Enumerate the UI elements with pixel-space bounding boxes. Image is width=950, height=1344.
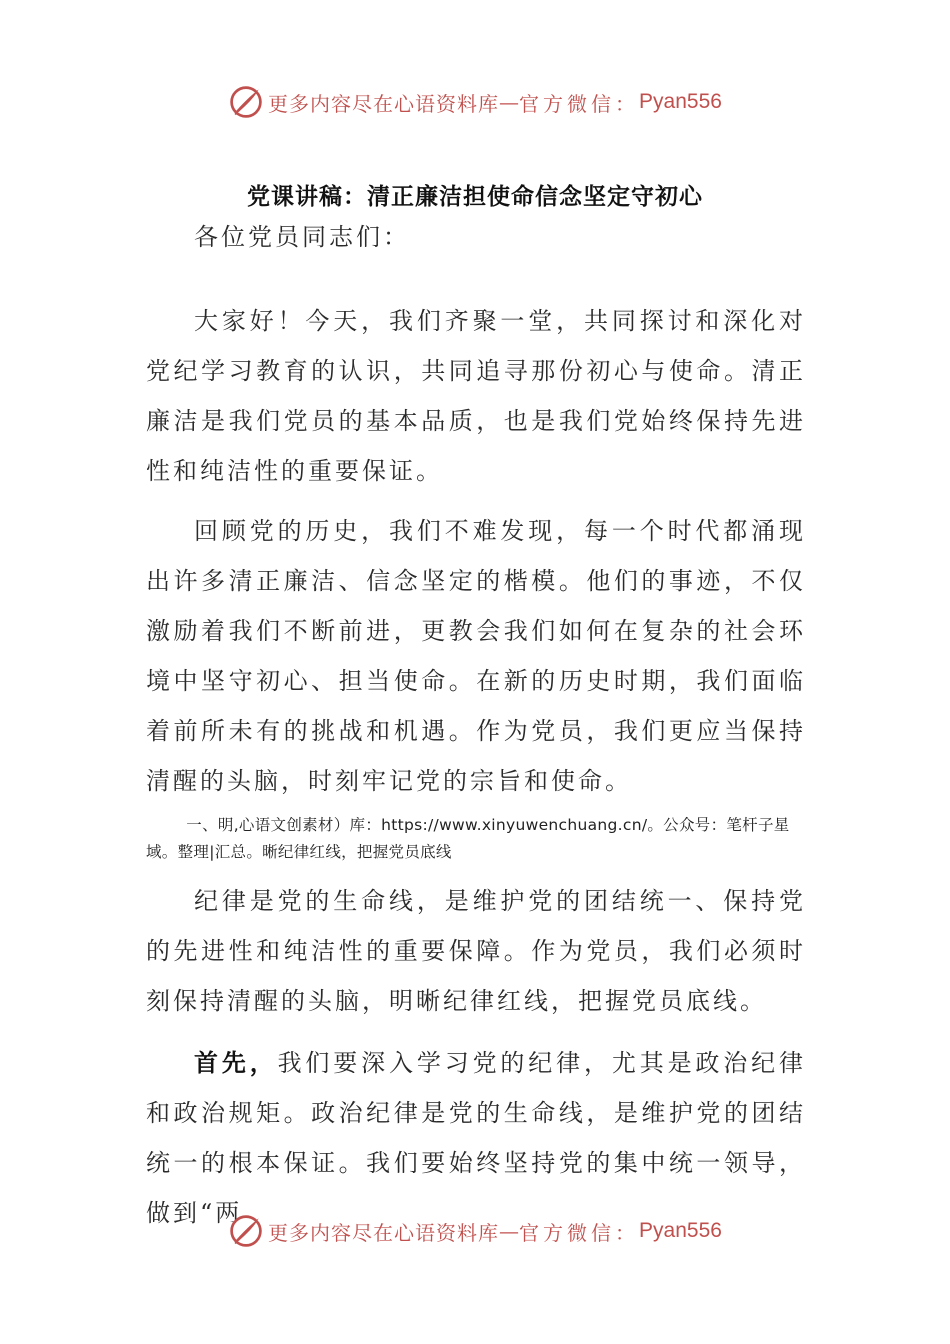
page-title: 党课讲稿：清正廉洁担使命信念坚定守初心 [247, 183, 703, 210]
header-banner [0, 82, 950, 122]
quill-pen-logo-icon [228, 84, 264, 120]
paragraph-2 [146, 506, 806, 806]
quill-pen-logo-icon [228, 1213, 264, 1249]
paragraph-4 [146, 1038, 806, 1238]
banner-wechat-label: 官方微信： [519, 91, 640, 116]
footer-banner [0, 1211, 950, 1251]
banner-separator: — [499, 90, 520, 114]
section-heading: 一、明,心语文创素材）库：https://www.xinyuwenchuang.cn/。公众号：笔杆子星域。整理|汇总。晰纪律红线，把握党员底线 [146, 816, 790, 861]
paragraph-3-text: 纪律是党的生命线，是维护党的团结统一、保持党的先进性和纯洁性的重要保障。作为党员，我们必须时刻保持清醒的头脑，明晰纪律红线，把握党员底线。 [146, 887, 806, 1015]
banner-text: 更多内容尽在心语资料库 [268, 91, 500, 116]
paragraph-4-text [146, 1038, 806, 1238]
banner-separator: — [499, 1219, 520, 1243]
banner-wechat-id: Pyan556 [639, 90, 722, 113]
banner-text: 更多内容尽在心语资料库 [268, 1220, 500, 1245]
salutation: 各位党员同志们： [194, 223, 410, 251]
banner-wechat-id: Pyan556 [639, 1219, 722, 1242]
salutation-block [146, 212, 806, 262]
banner-wechat-label: 官方微信： [519, 1220, 640, 1245]
paragraph-3 [146, 876, 806, 1026]
paragraph-4-body: 我们要深入学习党的纪律，尤其是政治纪律和政治规矩。政治纪律是党的生命线，是维护党的团结统一的根本保证。我们要始终坚持党的集中统一领导，做到“两 [146, 1049, 807, 1227]
paragraph-2-text: 回顾党的历史，我们不难发现，每一个时代都涌现出许多清正廉洁、信念坚定的楷模。他们的事迹，不仅激励着我们不断前进，更教会我们如何在复杂的社会环境中坚守初心、担当使命。在新的历史时期，我们面临着前所未有的挑战和机遇。作为党员，我们更应当保持清醒的头脑，时刻牢记党的宗旨和使命。 [146, 517, 806, 795]
paragraph-4-lead: 首先， [194, 1048, 278, 1077]
paragraph-1-text: 大家好！今天，我们齐聚一堂，共同探讨和深化对党纪学习教育的认识，共同追寻那份初心与使命。清正廉洁是我们党员的基本品质，也是我们党始终保持先进性和纯洁性的重要保证。 [146, 307, 806, 485]
paragraph-1 [146, 296, 806, 496]
